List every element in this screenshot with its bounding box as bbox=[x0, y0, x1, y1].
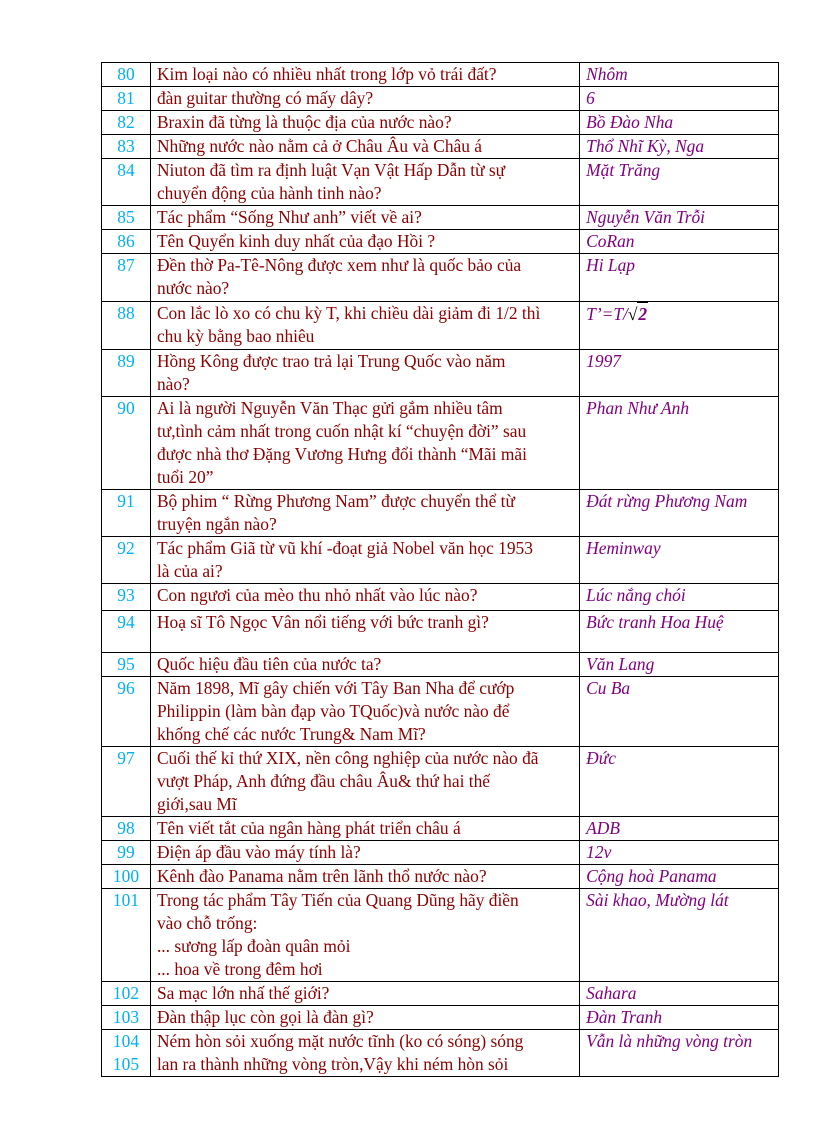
question-number-text: 91 bbox=[117, 491, 135, 511]
question-number bbox=[102, 817, 151, 841]
question-line: Philippin (làm bàn đạp vào TQuốc)và nước nào để bbox=[156, 701, 510, 721]
answer-value: Bồ Đào Nha bbox=[586, 112, 674, 132]
question-number bbox=[102, 135, 151, 159]
question-number bbox=[102, 889, 151, 982]
question-line: được nhà thơ Đặng Vương Hưng đổi thành “Mãi mãi bbox=[156, 444, 527, 464]
answer-text bbox=[580, 397, 779, 490]
question-number-text: 89 bbox=[117, 351, 135, 371]
question-number-text: 83 bbox=[117, 136, 135, 156]
answer-value: Sài khao, Mường lát bbox=[586, 890, 729, 910]
question-number bbox=[102, 584, 151, 611]
answer-text bbox=[580, 865, 779, 889]
question-number-text: 85 bbox=[117, 207, 135, 227]
question-text bbox=[150, 63, 579, 87]
answer-value: Sahara bbox=[586, 983, 637, 1003]
question-line: là của ai? bbox=[156, 561, 223, 581]
question-text bbox=[150, 350, 579, 397]
question-number-text: 95 bbox=[117, 654, 135, 674]
question-number-text: 102 bbox=[112, 983, 140, 1003]
question-line: tư,tình cảm nhất trong cuốn nhật kí “chuyện đời” sau bbox=[156, 421, 527, 441]
question-number bbox=[102, 63, 151, 87]
answer-text bbox=[580, 677, 779, 747]
sqrt-symbol-icon: √ bbox=[627, 304, 638, 324]
question-number-text: 92 bbox=[117, 538, 135, 558]
question-text bbox=[150, 841, 579, 865]
quiz-table-body bbox=[102, 63, 779, 1077]
question-line: nước nào? bbox=[156, 278, 230, 298]
question-line: Trong tác phẩm Tây Tiến của Quang Dũng hãy điền bbox=[156, 890, 519, 910]
question-number bbox=[102, 490, 151, 537]
answer-text bbox=[580, 653, 779, 677]
question-number-text: 81 bbox=[117, 88, 135, 108]
question-text bbox=[150, 111, 579, 135]
table-row bbox=[102, 841, 779, 865]
question-number bbox=[102, 1030, 151, 1077]
question-text bbox=[150, 206, 579, 230]
question-line: Năm 1898, Mĩ gây chiến với Tây Ban Nha để cướp bbox=[156, 678, 515, 698]
question-number-text: 82 bbox=[117, 112, 135, 132]
question-number bbox=[102, 302, 151, 350]
answer-value: Văn Lang bbox=[586, 654, 655, 674]
question-number-text: 80 bbox=[117, 64, 135, 84]
question-line: Điện áp đầu vào máy tính là? bbox=[156, 842, 361, 862]
question-text bbox=[150, 490, 579, 537]
answer-text bbox=[580, 982, 779, 1006]
question-text bbox=[150, 1006, 579, 1030]
table-row bbox=[102, 230, 779, 254]
table-row bbox=[102, 889, 779, 982]
table-row bbox=[102, 159, 779, 206]
question-text bbox=[150, 230, 579, 254]
table-row bbox=[102, 1006, 779, 1030]
question-number bbox=[102, 230, 151, 254]
question-text bbox=[150, 584, 579, 611]
question-number-text: 96 bbox=[117, 678, 135, 698]
answer-text bbox=[580, 159, 779, 206]
answer-text bbox=[580, 87, 779, 111]
answer-value: CoRan bbox=[586, 231, 635, 251]
answer-value: Thổ Nhĩ Kỳ, Nga bbox=[586, 136, 705, 156]
question-number bbox=[102, 537, 151, 584]
answer-value: Nguyễn Văn Trỗi bbox=[586, 207, 706, 227]
question-number bbox=[102, 611, 151, 653]
question-line: Sa mạc lớn nhấ thế giới? bbox=[156, 983, 330, 1003]
question-line: Ném hòn sỏi xuống mặt nước tĩnh (ko có sóng) sóng bbox=[156, 1031, 524, 1051]
question-number bbox=[102, 350, 151, 397]
table-row bbox=[102, 865, 779, 889]
answer-text bbox=[580, 1030, 779, 1077]
answer-value: Đát rừng Phương Nam bbox=[586, 491, 748, 511]
question-number bbox=[102, 159, 151, 206]
formula-lhs: T’=T/ bbox=[586, 304, 628, 324]
question-number bbox=[102, 397, 151, 490]
question-line: ... sương lấp đoàn quân mỏi bbox=[156, 936, 351, 956]
table-row bbox=[102, 653, 779, 677]
question-number-text: 101 bbox=[112, 890, 140, 910]
answer-text bbox=[580, 747, 779, 817]
question-line: Tên viết tắt của ngân hàng phát triển châu á bbox=[156, 818, 461, 838]
question-number-text: 98 bbox=[117, 818, 135, 838]
question-line: Hoạ sĩ Tô Ngọc Vân nổi tiếng với bức tranh gì? bbox=[156, 612, 489, 632]
question-text bbox=[150, 817, 579, 841]
answer-value: Heminway bbox=[586, 538, 661, 558]
answer-formula bbox=[586, 304, 648, 324]
table-row bbox=[102, 87, 779, 111]
question-text bbox=[150, 87, 579, 111]
question-line: Niuton đã tìm ra định luật Vạn Vật Hấp Dẫn từ sự bbox=[156, 160, 506, 180]
question-number-text: 103 bbox=[112, 1007, 140, 1027]
answer-text bbox=[580, 230, 779, 254]
question-line: chuyển động của hành tinh nào? bbox=[156, 183, 382, 203]
question-text bbox=[150, 747, 579, 817]
question-line: nào? bbox=[156, 374, 190, 394]
question-line: tuổi 20” bbox=[156, 467, 214, 487]
table-row bbox=[102, 135, 779, 159]
answer-value: Đức bbox=[586, 748, 616, 768]
answer-text bbox=[580, 841, 779, 865]
quiz-table bbox=[101, 62, 779, 1077]
answer-value: Nhôm bbox=[586, 64, 628, 84]
question-number bbox=[102, 87, 151, 111]
question-number-text: 105 bbox=[112, 1054, 140, 1074]
question-line: khống chế các nước Trung& Nam Mĩ? bbox=[156, 724, 426, 744]
table-row bbox=[102, 490, 779, 537]
question-text bbox=[150, 537, 579, 584]
question-text bbox=[150, 653, 579, 677]
answer-value: ADB bbox=[586, 818, 620, 838]
question-line: Tên Quyển kinh duy nhất của đạo Hồi ? bbox=[156, 231, 436, 251]
question-number-text: 90 bbox=[117, 398, 135, 418]
question-number-text: 86 bbox=[117, 231, 135, 251]
answer-value: Lúc nắng chói bbox=[586, 585, 686, 605]
question-text bbox=[150, 611, 579, 653]
question-text bbox=[150, 159, 579, 206]
question-line: Braxin đã từng là thuộc địa của nước nào? bbox=[156, 112, 452, 132]
question-line: Kim loại nào có nhiều nhất trong lớp vỏ trái đất? bbox=[156, 64, 497, 84]
question-text bbox=[150, 982, 579, 1006]
answer-value: Mặt Trăng bbox=[586, 160, 661, 180]
question-text bbox=[150, 135, 579, 159]
question-number-text: 104 bbox=[112, 1031, 140, 1051]
question-line: vào chỗ trống: bbox=[156, 913, 258, 933]
question-line: Bộ phim “ Rừng Phương Nam” được chuyển thể từ bbox=[156, 491, 515, 511]
answer-text bbox=[580, 206, 779, 230]
table-row bbox=[102, 302, 779, 350]
question-number bbox=[102, 653, 151, 677]
question-line: Hồng Kông được trao trả lại Trung Quốc vào năm bbox=[156, 351, 506, 371]
question-number bbox=[102, 747, 151, 817]
table-row bbox=[102, 1030, 779, 1077]
question-line: truyện ngắn nào? bbox=[156, 514, 277, 534]
question-text bbox=[150, 1030, 579, 1077]
answer-text bbox=[580, 611, 779, 653]
question-line: Ai là người Nguyễn Văn Thạc gửi gắm nhiều tâm bbox=[156, 398, 503, 418]
question-line: Đàn thập lục còn gọi là đàn gì? bbox=[156, 1007, 374, 1027]
answer-value: Cộng hoà Panama bbox=[586, 866, 717, 886]
table-row bbox=[102, 611, 779, 653]
answer-value: Hi Lạp bbox=[586, 255, 635, 275]
question-line: chu kỳ bằng bao nhiêu bbox=[156, 326, 315, 346]
table-row bbox=[102, 350, 779, 397]
question-number bbox=[102, 111, 151, 135]
question-number bbox=[102, 206, 151, 230]
table-row bbox=[102, 111, 779, 135]
table-row bbox=[102, 982, 779, 1006]
question-number-text: 87 bbox=[117, 255, 135, 275]
question-text bbox=[150, 677, 579, 747]
table-row bbox=[102, 817, 779, 841]
table-row bbox=[102, 206, 779, 230]
question-text bbox=[150, 254, 579, 302]
answer-text bbox=[580, 135, 779, 159]
question-line: Đền thờ Pa-Tê-Nông được xem như là quốc bảo của bbox=[156, 255, 522, 275]
table-row bbox=[102, 537, 779, 584]
answer-text bbox=[580, 63, 779, 87]
answer-text bbox=[580, 254, 779, 302]
question-line: ... hoa về trong đêm hơi bbox=[156, 959, 323, 979]
table-row bbox=[102, 747, 779, 817]
answer-value: Vẫn là những vòng tròn bbox=[586, 1031, 753, 1051]
table-row bbox=[102, 63, 779, 87]
answer-text bbox=[580, 1006, 779, 1030]
answer-value: 6 bbox=[586, 88, 595, 108]
answer-text bbox=[580, 490, 779, 537]
question-line: Cuối thế kỉ thứ XIX, nền công nghiệp của nước nào đã bbox=[156, 748, 539, 768]
table-row bbox=[102, 254, 779, 302]
question-line: Tác phẩm Giã từ vũ khí -đoạt giả Nobel văn học 1953 bbox=[156, 538, 533, 558]
question-line: Kênh đào Panama nằm trên lãnh thổ nước nào? bbox=[156, 866, 487, 886]
question-number-text: 93 bbox=[117, 585, 135, 605]
question-number bbox=[102, 865, 151, 889]
answer-text bbox=[580, 889, 779, 982]
question-line: vượt Pháp, Anh đứng đầu châu Âu& thứ hai thế bbox=[156, 771, 491, 791]
question-line: giới,sau Mĩ bbox=[156, 794, 237, 814]
answer-text bbox=[580, 584, 779, 611]
question-line: Con ngươi của mèo thu nhỏ nhất vào lúc nào? bbox=[156, 585, 478, 605]
question-number-text: 97 bbox=[117, 748, 135, 768]
question-number-text: 99 bbox=[117, 842, 135, 862]
answer-value: Đàn Tranh bbox=[586, 1007, 663, 1027]
quiz-sheet bbox=[101, 62, 779, 1077]
formula-radicand: 2 bbox=[638, 304, 648, 324]
answer-value: Bức tranh Hoa Huệ bbox=[586, 612, 724, 632]
question-line: Những nước nào nằm cả ở Châu Âu và Châu á bbox=[156, 136, 483, 156]
question-number-text: 88 bbox=[117, 303, 135, 323]
answer-text bbox=[580, 817, 779, 841]
question-text bbox=[150, 397, 579, 490]
question-line: Quốc hiệu đầu tiên của nước ta? bbox=[156, 654, 382, 674]
question-text bbox=[150, 865, 579, 889]
answer-text bbox=[580, 350, 779, 397]
question-line: đàn guitar thường có mấy dây? bbox=[156, 88, 374, 108]
question-text bbox=[150, 302, 579, 350]
question-number-text: 94 bbox=[117, 612, 135, 632]
table-row bbox=[102, 397, 779, 490]
answer-text bbox=[580, 111, 779, 135]
question-number bbox=[102, 254, 151, 302]
question-number bbox=[102, 677, 151, 747]
question-number bbox=[102, 982, 151, 1006]
question-number-text: 100 bbox=[112, 866, 140, 886]
question-number bbox=[102, 841, 151, 865]
table-row bbox=[102, 677, 779, 747]
question-number bbox=[102, 1006, 151, 1030]
answer-text bbox=[580, 302, 779, 350]
question-line: Con lắc lò xo có chu kỳ T, khi chiều dài giảm đi 1/2 thì bbox=[156, 303, 541, 323]
question-line: lan ra thành những vòng tròn,Vậy khi ném hòn sỏi bbox=[156, 1054, 509, 1074]
answer-value: Cu Ba bbox=[586, 678, 631, 698]
table-row bbox=[102, 584, 779, 611]
question-text bbox=[150, 889, 579, 982]
question-line: Tác phẩm “Sống Như anh” viết về ai? bbox=[156, 207, 422, 227]
question-number-text: 84 bbox=[117, 160, 135, 180]
answer-text bbox=[580, 537, 779, 584]
answer-value: Phan Như Anh bbox=[586, 398, 690, 418]
answer-value: 1997 bbox=[586, 351, 621, 371]
answer-value: 12v bbox=[586, 842, 612, 862]
